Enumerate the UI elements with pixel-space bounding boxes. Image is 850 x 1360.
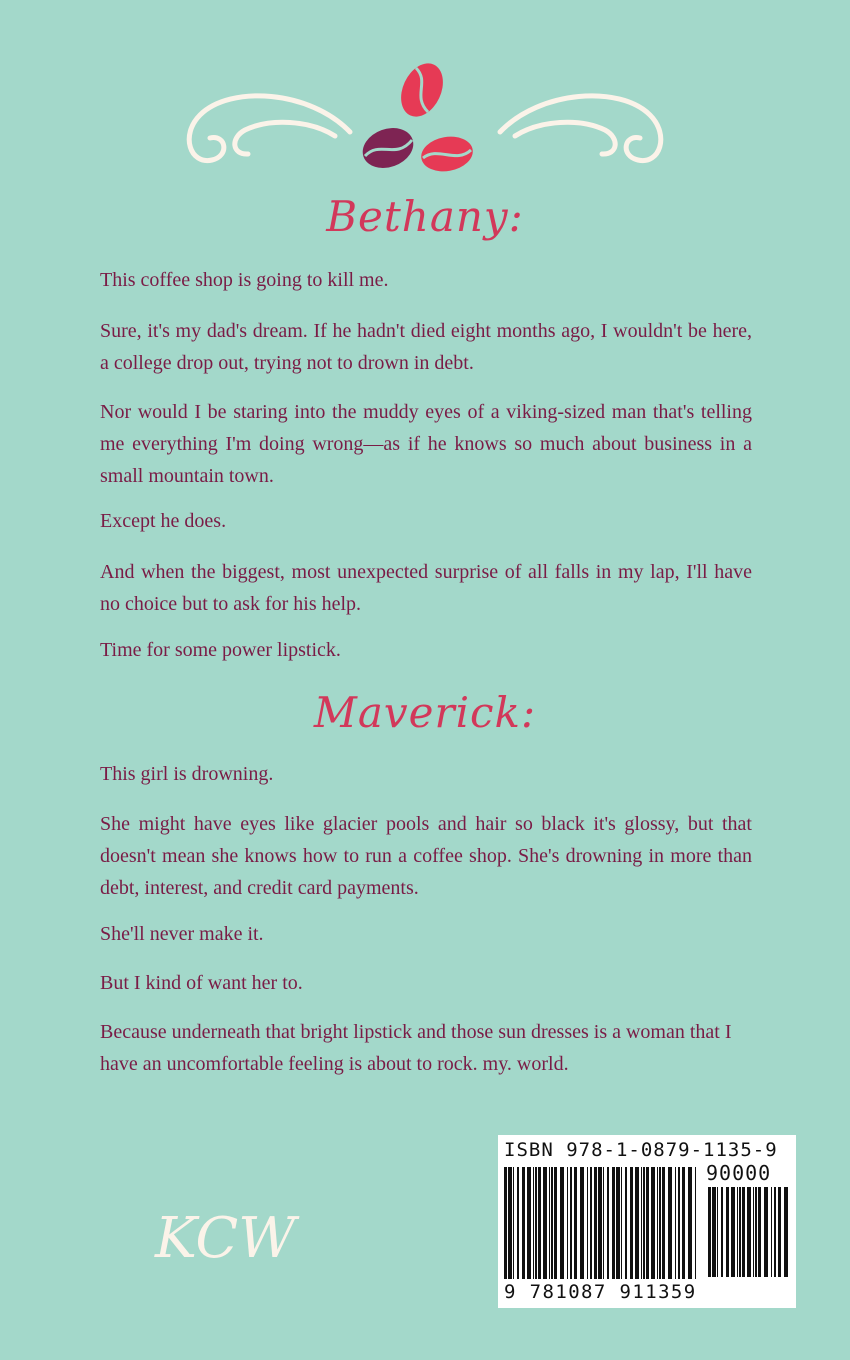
bethany-paragraph-2: Sure, it's my dad's dream. If he hadn't died eight months ago, I wouldn't be here, a college drop out, trying not to drown in debt. — [100, 320, 752, 374]
barcode-bar — [551, 1167, 553, 1279]
barcode-bar — [527, 1167, 531, 1279]
bethany-paragraph-4: Except he does. — [100, 510, 227, 532]
right-swirl-inner — [515, 122, 615, 154]
maverick-paragraph-3: She'll never make it. — [100, 923, 264, 945]
barcode-bar — [621, 1167, 622, 1279]
barcode-bar — [554, 1167, 557, 1279]
maverick-paragraph-1: This girl is drowning. — [100, 763, 274, 785]
barcode-bar — [682, 1167, 685, 1279]
right-swirl — [500, 96, 661, 161]
barcode-bar — [675, 1167, 676, 1279]
coffee-bean-ornament — [160, 60, 690, 190]
bethany-paragraph-3: Nor would I be staring into the muddy eyes of a viking-sized man that's telling me everything I'm doing wrong—as if he knows so much about business in a small mountain town. — [100, 401, 752, 487]
barcode-bar — [659, 1167, 661, 1279]
barcode-bar — [643, 1167, 645, 1279]
barcode-bar — [717, 1187, 718, 1277]
barcode-bar — [567, 1167, 568, 1279]
barcode-bar — [630, 1167, 633, 1279]
barcode-bar — [522, 1167, 525, 1279]
bethany-heading: Bethany: — [326, 192, 524, 241]
barcode-bar — [508, 1167, 512, 1279]
barcode-bar — [742, 1187, 745, 1277]
barcode-bar — [560, 1167, 564, 1279]
barcode-bar — [533, 1167, 534, 1279]
price-addon-label: 90000 — [706, 1161, 772, 1185]
barcode-bar — [603, 1167, 604, 1279]
barcode-bar — [753, 1187, 754, 1277]
barcode-bar — [726, 1187, 729, 1277]
maverick-paragraph-2: She might have eyes like glacier pools and hair so black it's glossy, but that doesn't mean she knows how to run a coffee shop. She's drowning in more than debt, interest, and credit card payments. — [100, 813, 752, 899]
barcode-bar — [758, 1187, 761, 1277]
left-swirl-inner — [235, 122, 335, 154]
left-swirl — [189, 96, 350, 161]
barcode-bar — [764, 1187, 768, 1277]
barcode-bar — [678, 1167, 680, 1279]
barcode-bar — [646, 1167, 649, 1279]
barcode-bar — [549, 1167, 550, 1279]
barcode-bar — [651, 1167, 655, 1279]
coffee-bean-icon-2 — [357, 121, 419, 174]
maverick-paragraph-4: But I kind of want her to. — [100, 972, 303, 994]
kcw-logo — [150, 1195, 340, 1275]
barcode-bar — [688, 1167, 692, 1279]
barcode-bar — [625, 1167, 627, 1279]
barcode-bar — [737, 1187, 738, 1277]
kcw-logo-text: KCW — [155, 1206, 296, 1271]
barcode-bar — [657, 1167, 658, 1279]
coffee-bean-icon-1 — [393, 60, 451, 123]
barcode-bar — [612, 1167, 615, 1279]
barcode-bar — [590, 1167, 592, 1279]
barcode-bar — [616, 1167, 620, 1279]
barcode-bar — [580, 1167, 584, 1279]
barcode-bar — [641, 1167, 642, 1279]
barcode-bar — [535, 1167, 537, 1279]
barcode-bar — [504, 1167, 507, 1279]
barcode-bar — [635, 1167, 639, 1279]
barcode-bar — [739, 1187, 741, 1277]
barcode-bar — [543, 1167, 547, 1279]
barcode-bar — [594, 1167, 597, 1279]
ean-number: 9 781087 911359 — [504, 1281, 697, 1303]
bethany-paragraph-6: Time for some power lipstick. — [100, 639, 341, 661]
barcode-bar — [721, 1187, 723, 1277]
barcode-bar — [747, 1187, 751, 1277]
barcode-bar — [695, 1167, 696, 1279]
barcode-bar — [784, 1187, 788, 1277]
barcode-bar — [513, 1167, 514, 1279]
barcode-bar — [538, 1167, 541, 1279]
barcode-bar — [587, 1167, 588, 1279]
barcode-bar — [574, 1167, 577, 1279]
barcode-bar — [778, 1187, 781, 1277]
bethany-paragraph-5: And when the biggest, most unexpected surprise of all falls in my lap, I'll have no choice but to ask for his help. — [100, 561, 752, 615]
maverick-paragraph-5: Because underneath that bright lipstick and those sun dresses is a woman that I have an uncomfortable feeling is about to rock. my. world. — [100, 1021, 732, 1075]
barcode-bar — [570, 1167, 572, 1279]
barcode-bar — [668, 1167, 672, 1279]
ean-bars — [504, 1167, 700, 1279]
barcode — [498, 1135, 796, 1308]
bethany-paragraph-1: This coffee shop is going to kill me. — [100, 269, 389, 291]
barcode-bar — [755, 1187, 757, 1277]
barcode-bar — [662, 1167, 665, 1279]
addon-bars — [708, 1187, 790, 1277]
barcode-bar — [774, 1187, 776, 1277]
maverick-heading: Maverick: — [313, 688, 537, 737]
barcode-bar — [708, 1187, 711, 1277]
barcode-bar — [607, 1167, 609, 1279]
barcode-bar — [598, 1167, 602, 1279]
barcode-bar — [712, 1187, 716, 1277]
barcode-bar — [731, 1187, 735, 1277]
isbn-label: ISBN 978-1-0879-1135-9 — [504, 1139, 778, 1161]
barcode-bar — [517, 1167, 519, 1279]
barcode-bar — [771, 1187, 772, 1277]
coffee-bean-icon-3 — [418, 133, 475, 176]
